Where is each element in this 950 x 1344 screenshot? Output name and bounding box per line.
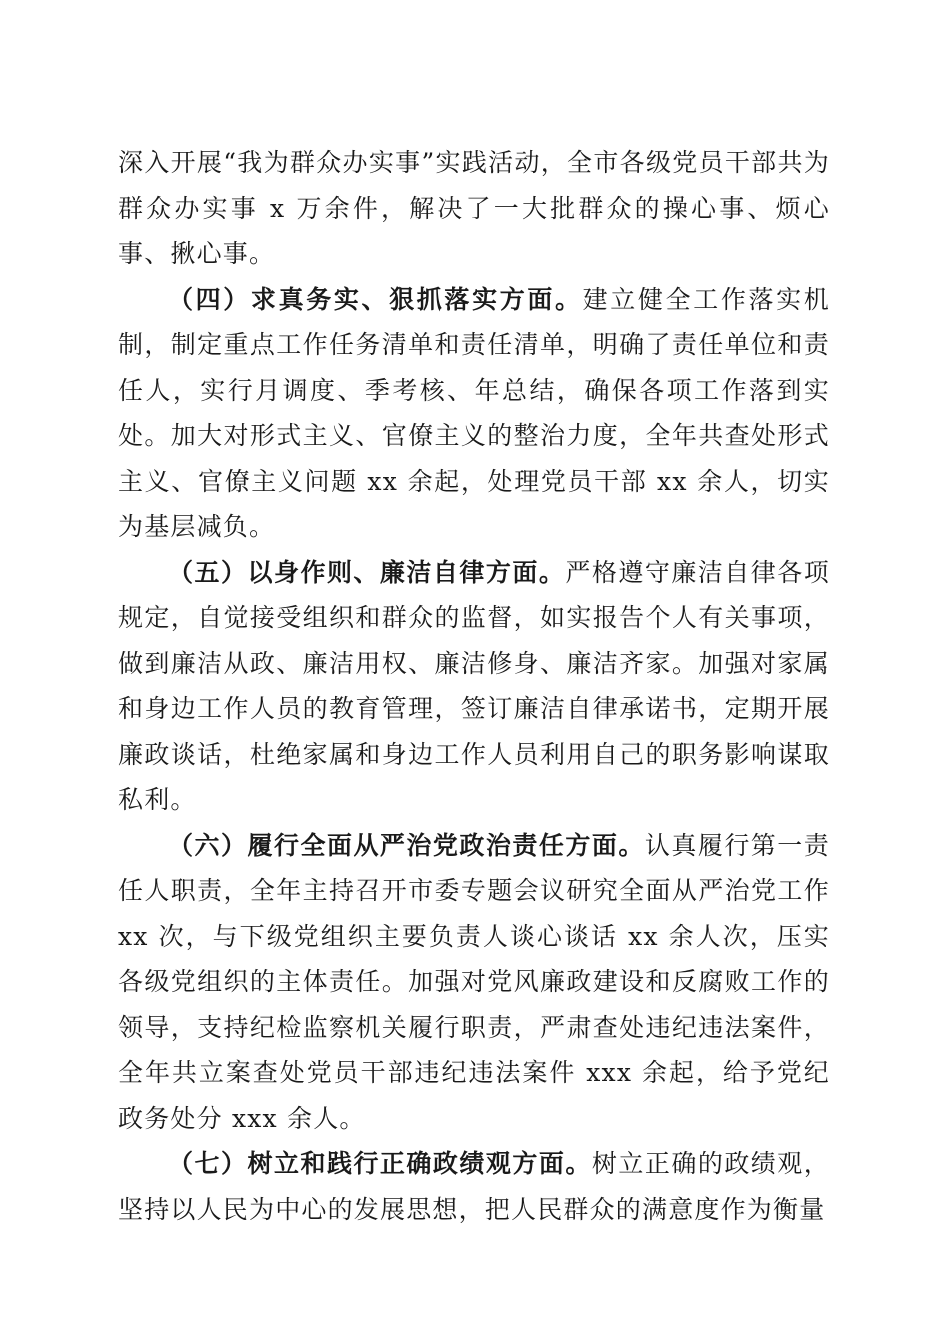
section-heading: （四）求真务实、狠抓落实方面。 (168, 284, 583, 314)
section-heading: （六）履行全面从严治党政治责任方面。 (168, 830, 645, 860)
document-body (118, 140, 830, 1232)
paragraph-section-5 (118, 550, 830, 823)
section-heading: （五）以身作则、廉洁自律方面。 (168, 557, 566, 587)
paragraph-continuation (118, 140, 830, 277)
paragraph-section-4 (118, 277, 830, 550)
paragraph-section-7 (118, 1141, 830, 1232)
paragraph-text: 深入开展“我为群众办实事”实践活动，全市各级党员干部共为群众办实事 x 万余件，解决了一大批群众的操心事、烦心事、揪心事。 (118, 148, 830, 268)
paragraph-text: 建立健全工作落实机制，制定重点工作任务清单和责任清单，明确了责任单位和责任人，实行月调度、季考核、年总结，确保各项工作落到实处。加大对形式主义、官僚主义的整治力度，全年共查处形式主义、官僚主义问题 xx 余起，处理党员干部 xx 余人，切实为基层减负。 (118, 284, 830, 541)
paragraph-text: 树立正确的政绩观，坚持以人民为中心的发展思想，把人民群众的满意度作为衡量 (118, 1149, 830, 1224)
paragraph-section-6 (118, 823, 830, 1142)
paragraph-text: 认真履行第一责任人职责，全年主持召开市委专题会议研究全面从严治党工作 xx 次，与下级党组织主要负责人谈心谈话 xx 余人次，压实各级党组织的主体责任。加强对党风廉政建设和反腐败工作的领导，支持纪检监察机关履行职责，严肃查处违纪违法案件，全年共立案查处党员干部违纪违法案件 xxx 余起，给予党纪政务处分 xxx 余人。 (118, 830, 830, 1133)
paragraph-text: 严格遵守廉洁自律各项规定，自觉接受组织和群众的监督，如实报告个人有关事项，做到廉洁从政、廉洁用权、廉洁修身、廉洁齐家。加强对家属和身边工作人员的教育管理，签订廉洁自律承诺书，定期开展廉政谈话，杜绝家属和身边工作人员利用自己的职务影响谋取私利。 (118, 557, 830, 814)
section-heading: （七）树立和践行正确政绩观方面。 (168, 1149, 592, 1178)
